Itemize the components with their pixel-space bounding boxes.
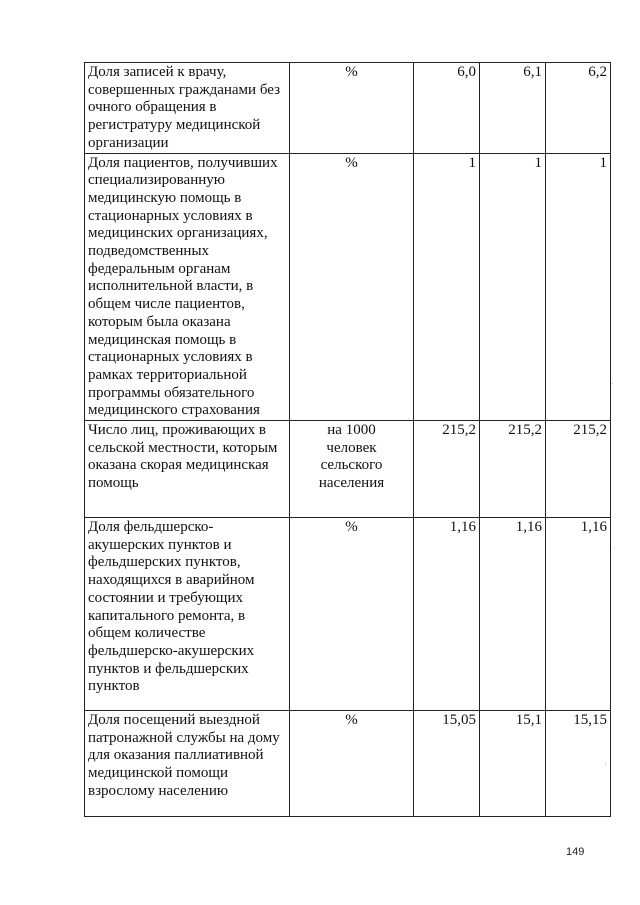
- table-row: [85, 153, 611, 421]
- page-number: 149: [566, 846, 585, 858]
- table-row: [85, 421, 611, 518]
- unit-cell: [290, 711, 414, 817]
- unit-cell: [290, 153, 414, 421]
- table-row: [85, 518, 611, 711]
- value-cell-1: [414, 711, 480, 817]
- value-cell-2: [480, 518, 546, 711]
- value-cell-3: [546, 421, 611, 518]
- value-1: 15,05: [442, 712, 476, 729]
- value-3: 1,16: [580, 519, 607, 536]
- value-1: 1,16: [449, 519, 476, 536]
- unit-label: %: [345, 519, 358, 536]
- indicator-name: Доля посещений выездной патронажной службы на дому для оказания паллиативной медицинской помощи взрослому населению: [88, 712, 280, 799]
- indicators-table: [84, 62, 611, 817]
- scan-speck: [612, 383, 613, 384]
- value-cell-3: [546, 711, 611, 817]
- unit-label: %: [345, 154, 358, 171]
- value-cell-1: [414, 421, 480, 518]
- value-3: 15,15: [573, 712, 607, 729]
- value-2: 6,1: [523, 64, 542, 80]
- indicator-name: Доля фельдшерско-акушерских пунктов и фельдшерских пунктов, находящихся в аварийном состоянии и требующих капитального ремонта, в общем количестве фельдшерско-акушерских пунктов и фельдшерских пунктов: [88, 519, 255, 695]
- indicator-name-cell: [85, 421, 290, 518]
- value-cell-3: [546, 63, 611, 154]
- unit-label: на 1000 человек сельского населения: [318, 422, 385, 492]
- table-row: [85, 63, 611, 154]
- scan-speck: [605, 763, 606, 764]
- value-cell-1: [414, 63, 480, 154]
- value-cell-2: [480, 63, 546, 154]
- indicator-name: Число лиц, проживающих в сельской местности, которым оказана скорая медицинская помощь: [88, 422, 278, 492]
- value-3: 1: [599, 154, 607, 171]
- unit-cell: [290, 63, 414, 154]
- indicator-name: Доля пациентов, получивших специализированную медицинскую помощь в стационарных условиях в медицинских организациях, подведомственных федеральным органам исполнительной власти, в общем числе пациентов, которым была оказана медицинская помощь в стационарных условиях в рамках территориальной программы обязательного медицинского страхования: [88, 154, 278, 419]
- indicator-name-cell: [85, 63, 290, 154]
- indicator-name-cell: [85, 518, 290, 711]
- value-cell-1: [414, 153, 480, 421]
- unit-cell: [290, 421, 414, 518]
- value-cell-3: [546, 518, 611, 711]
- value-cell-2: [480, 711, 546, 817]
- value-2: 215,2: [508, 422, 542, 439]
- value-cell-2: [480, 421, 546, 518]
- value-2: 1: [534, 154, 542, 171]
- value-2: 15,1: [515, 712, 542, 729]
- value-1: 215,2: [442, 422, 476, 439]
- value-cell-1: [414, 518, 480, 711]
- value-3: 6,2: [588, 64, 607, 80]
- unit-label: %: [345, 712, 358, 729]
- value-3: 215,2: [573, 422, 607, 439]
- value-cell-2: [480, 153, 546, 421]
- table-row: [85, 711, 611, 817]
- value-1: 6,0: [457, 64, 476, 80]
- unit-cell: [290, 518, 414, 711]
- indicator-name-cell: [85, 153, 290, 421]
- value-1: 1: [468, 154, 476, 171]
- value-cell-3: [546, 153, 611, 421]
- unit-label: %: [345, 64, 358, 80]
- scan-speck: [614, 548, 615, 549]
- indicator-name-cell: [85, 711, 290, 817]
- indicator-name: Доля записей к врачу, совершенных гражданами без очного обращения в регистратуру медицинской организации: [88, 64, 281, 151]
- value-2: 1,16: [515, 519, 542, 536]
